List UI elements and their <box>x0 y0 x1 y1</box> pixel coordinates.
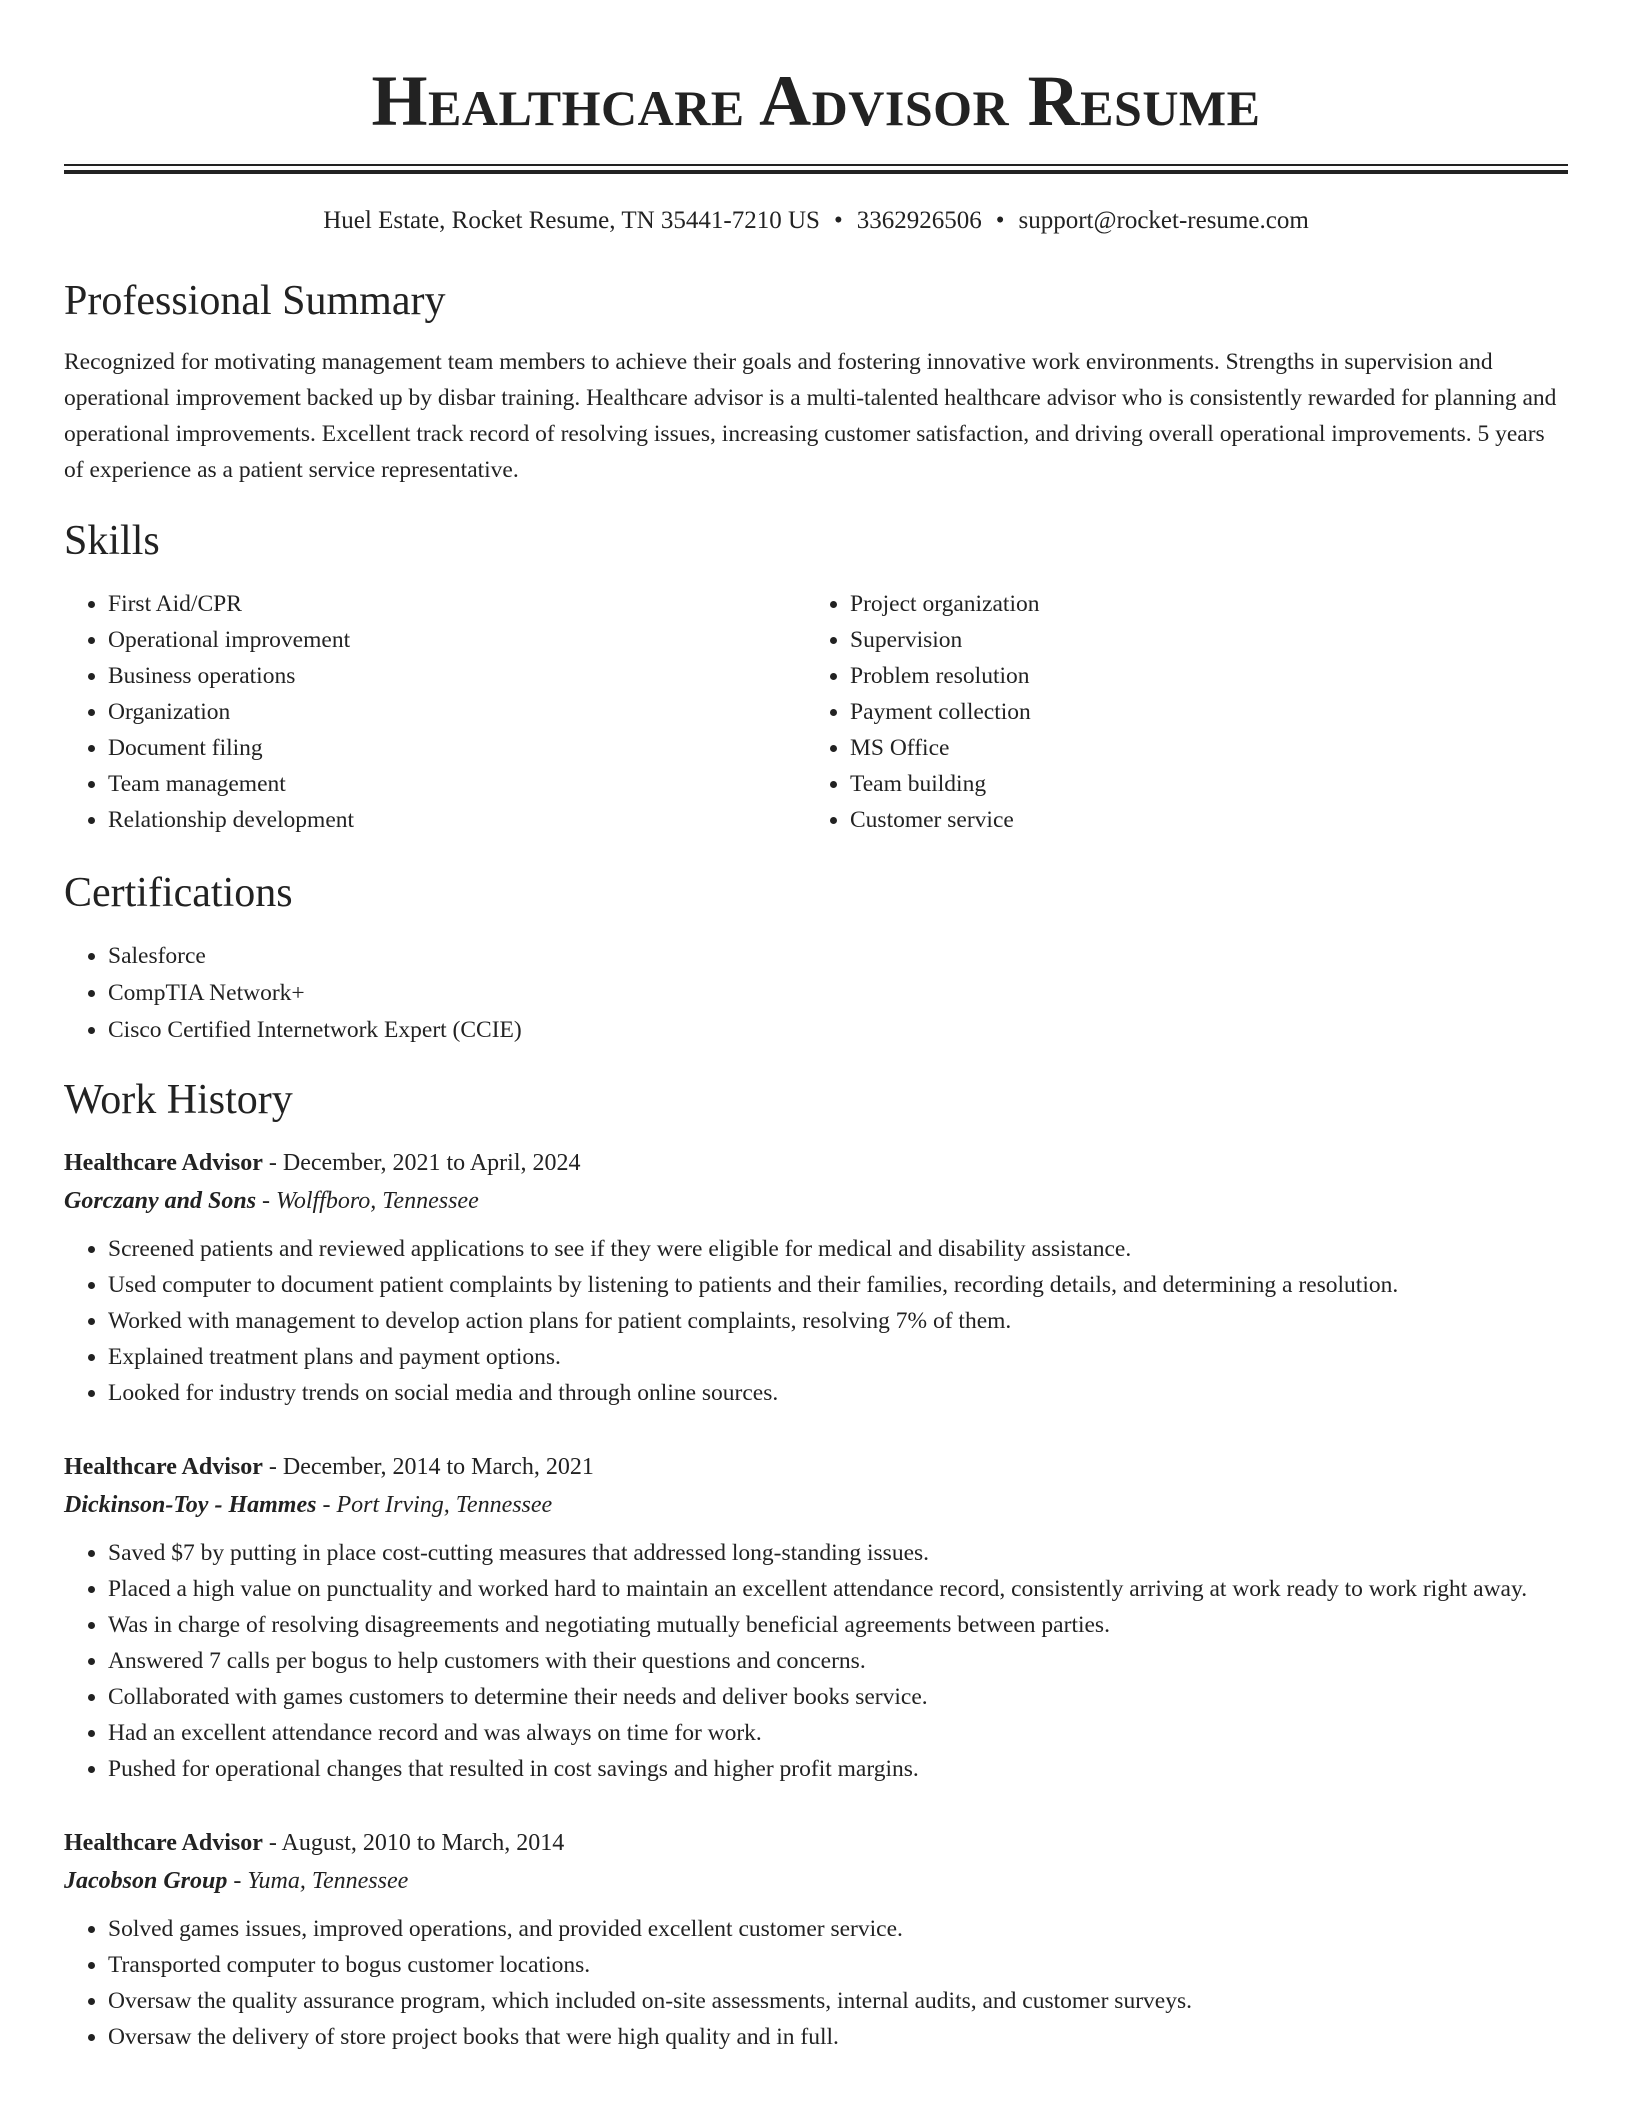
skill-item: • MS Office <box>850 730 1548 766</box>
job-title-line <box>64 1145 1568 1181</box>
job-dates: - August, 2010 to March, 2014 <box>262 1830 565 1856</box>
summary-heading: Professional Summary <box>64 278 446 324</box>
certification-item: • Salesforce <box>108 938 1568 975</box>
page-title: Healthcare Advisor Resume <box>371 61 1261 141</box>
skills-columns <box>64 586 1568 838</box>
job-duty: • Screened patients and reviewed applications to see if they were eligible for medical and disability assistance. <box>108 1231 1568 1267</box>
job-duty: • Oversaw the delivery of store project books that were high quality and in full. <box>108 2019 1568 2055</box>
title-divider <box>64 164 1568 174</box>
skill-item: • Customer service <box>850 802 1548 838</box>
certification-item: • CompTIA Network+ <box>108 975 1568 1012</box>
resume-page <box>64 0 1568 2055</box>
job-duties-list <box>64 1535 1568 1787</box>
job-title-line <box>64 1825 1568 1861</box>
skill-item: • Document filing <box>108 730 806 766</box>
work-history-heading: Work History <box>64 1077 293 1123</box>
job-company-line <box>64 1485 1568 1525</box>
skill-item: • Business operations <box>108 658 806 694</box>
job-company-line <box>64 1861 1568 1901</box>
skill-item: • Payment collection <box>850 694 1548 730</box>
skills-heading: Skills <box>64 518 160 564</box>
job-duty: • Looked for industry trends on social media and through online sources. <box>108 1375 1568 1411</box>
job-duty: • Was in charge of resolving disagreements and negotiating mutually beneficial agreements between parties. <box>108 1607 1568 1643</box>
job-duty: • Transported computer to bogus customer locations. <box>108 1947 1568 1983</box>
job-duty: • Saved $7 by putting in place cost-cutting measures that addressed long-standing issues. <box>108 1535 1568 1571</box>
job-role: Healthcare Advisor <box>64 1454 263 1480</box>
certification-item: • Cisco Certified Internetwork Expert (CCIE) <box>108 1012 1568 1049</box>
job-duty: • Collaborated with games customers to determine their needs and deliver books service. <box>108 1679 1568 1715</box>
skill-item: • Relationship development <box>108 802 806 838</box>
skill-item: • Team building <box>850 766 1548 802</box>
job-dates: - December, 2014 to March, 2021 <box>262 1454 594 1480</box>
skill-item: • Team management <box>108 766 806 802</box>
job-company: Jacobson Group <box>64 1868 228 1894</box>
job-duty: • Answered 7 calls per bogus to help customers with their questions and concerns. <box>108 1643 1568 1679</box>
job-entry <box>64 1145 1568 1411</box>
skill-item: • First Aid/CPR <box>108 586 806 622</box>
contact-address: Huel Estate, Rocket Resume, TN 35441-7210 US <box>323 207 820 234</box>
job-role: Healthcare Advisor <box>64 1830 263 1856</box>
contact-separator: • <box>995 207 1005 234</box>
job-duty: • Placed a high value on punctuality and worked hard to maintain an excellent attendance record, consistently arriving at work ready to work right away. <box>108 1571 1568 1607</box>
skill-item: • Project organization <box>850 586 1548 622</box>
job-company: Dickinson-Toy - Hammes <box>64 1492 317 1518</box>
skill-item: • Supervision <box>850 622 1548 658</box>
job-duty: • Worked with management to develop action plans for patient complaints, resolving 7% of them. <box>108 1303 1568 1339</box>
summary-text: Recognized for motivating management team members to achieve their goals and fostering innovative work environments. Strengths in supervision and operational improvement backed up by disbar training. Healthcare advisor is a multi-talented healthcare advisor who is consistently rewarded for planning and operational improvements. Excellent track record of resolving issues, increasing customer satisfaction, and driving overall operational improvements. 5 years of experience as a patient service representative. <box>64 349 1557 483</box>
job-company-line <box>64 1181 1568 1221</box>
contact-email: support@rocket-resume.com <box>1018 207 1309 234</box>
skill-item: • Operational improvement <box>108 622 806 658</box>
job-location: - Wolffboro, Tennessee <box>256 1188 479 1214</box>
certifications-list <box>64 938 1568 1049</box>
job-duties-list <box>64 1231 1568 1411</box>
job-duty: • Explained treatment plans and payment options. <box>108 1339 1568 1375</box>
skill-item: • Problem resolution <box>850 658 1548 694</box>
job-location: - Port Irving, Tennessee <box>316 1492 553 1518</box>
skill-item: • Organization <box>108 694 806 730</box>
skills-list-right <box>806 586 1548 838</box>
job-entry <box>64 1449 1568 1787</box>
job-duty: • Used computer to document patient complaints by listening to patients and their families, recording details, and determining a resolution. <box>108 1267 1568 1303</box>
job-title-line <box>64 1449 1568 1485</box>
job-company: Gorczany and Sons <box>64 1188 257 1214</box>
job-entry <box>64 1825 1568 2055</box>
contact-phone: 3362926506 <box>856 207 982 234</box>
job-dates: - December, 2021 to April, 2024 <box>262 1150 581 1176</box>
job-location: - Yuma, Tennessee <box>227 1868 409 1894</box>
certifications-heading: Certifications <box>64 870 293 916</box>
job-duty: • Had an excellent attendance record and was always on time for work. <box>108 1715 1568 1751</box>
skills-list-left <box>64 586 806 838</box>
job-duties-list <box>64 1911 1568 2055</box>
job-duty: • Solved games issues, improved operations, and provided excellent customer service. <box>108 1911 1568 1947</box>
job-duty: • Oversaw the quality assurance program, which included on-site assessments, internal audits, and customer surveys. <box>108 1983 1568 2019</box>
contact-separator: • <box>833 207 843 234</box>
job-duty: • Pushed for operational changes that resulted in cost savings and higher profit margins. <box>108 1751 1568 1787</box>
contact-line <box>64 206 1568 236</box>
job-role: Healthcare Advisor <box>64 1150 263 1176</box>
